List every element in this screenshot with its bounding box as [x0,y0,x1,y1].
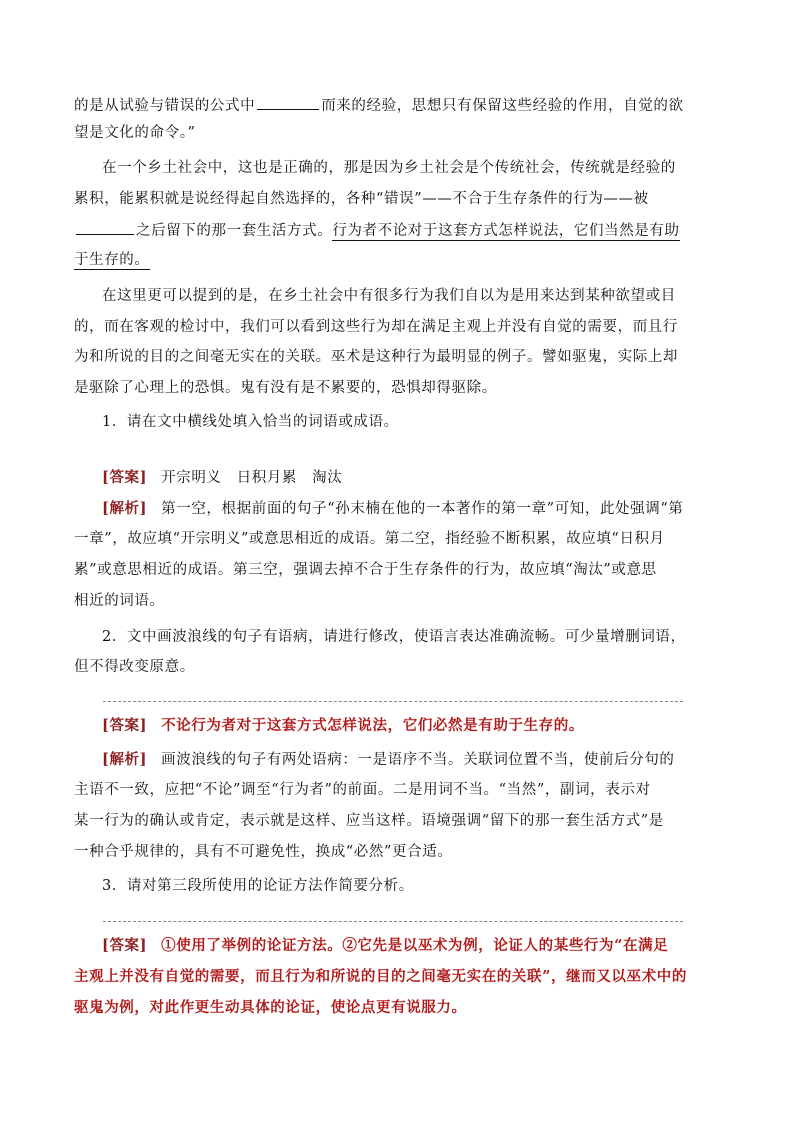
wavy-underlined-sentence-end: 于生存的。 [74,252,150,268]
passage-text: 的是从试验与错误的公式中 [74,98,256,114]
passage-p2-line1: 在一个乡土社会中，这也是正确的，那是因为乡土社会是个传统社会，传统就是经验的 [102,160,676,176]
fill-blank-3 [76,220,134,235]
q3-answer-line1 [102,936,668,956]
question-3: 3．请对第三段所使用的论证方法作简要分析。 [102,878,414,894]
q1-analysis-text: 第一空，根据前面的句子“孙末楠在他的一本著作的第一章”可知，此处强调“第 [161,501,684,517]
passage-p1-line1 [74,95,684,116]
passage-p3-line4: 是驱除了心理上的恐惧。鬼有没有是不累要的，恐惧却得驱除。 [74,380,497,396]
q1-answer: 开宗明义 日积月累 淘汰 [161,470,343,486]
q2-analysis-line3: 某一行为的确认或肯定，表示就是这样、应当这样。语境强调“留下的那一套生活方式”是 [74,813,664,829]
q1-analysis-line2: 一章”，故应填“开宗明义”或意思相近的成语。第二空，指经验不断积累，故应填“日积月 [74,531,665,547]
passage-p2-line2: 累积，能累积就是说经得起自然选择的，各种“错误”——不合于生存条件的行为——被 [74,191,649,207]
question-2-line1: 2．文中画波浪线的句子有语病，请进行修改，使语言表达准确流畅。可少量增删词语， [102,629,686,645]
answer-separator-2 [103,921,683,922]
passage-p2-line3 [74,220,680,241]
passage-p1-line2: 望是文化的命令。” [74,125,196,141]
fill-blank-1 [257,95,319,110]
q1-analysis-line1 [102,499,683,519]
q2-answer: 不论行为者对于这套方式怎样说法，它们必然是有助于生存的。 [161,717,584,734]
analysis-tag: [解析] [102,751,148,768]
q1-analysis-line3: 累”或意思相近的成语。第三空，强调去掉不合于生存条件的行为，故应填“淘汰”或意思 [74,562,657,578]
q1-analysis-line4: 相近的词语。 [74,593,165,609]
q2-analysis-text: 画波浪线的句子有两处语病：一是语序不当。关联词位置不当，使前后分句的 [161,752,675,768]
question-1: 1．请在文中横线处填入恰当的词语或成语。 [102,414,399,430]
answer-separator-1 [103,701,683,702]
q1-answer-line [102,468,342,488]
passage-p3-line3: 为和所说的目的之间毫无实在的关联。巫术是这种行为最明显的例子。譬如驱鬼，实际上却 [74,349,678,365]
answer-tag: [答案] [102,717,148,734]
passage-p3-line1: 在这里更可以提到的是，在乡土社会中有很多行为我们自以为是用来达到某种欲望或目 [102,288,676,304]
q3-answer-text: ①使用了举例的论证方法。②它先是以巫术为例，论证人的某些行为“在满足 [161,937,669,954]
q2-analysis-line2: 主语不一致，应把“不论”调至“行为者”的前面。二是用词不当。“当然”，副词，表示对 [74,782,651,798]
passage-p3-line2: 的，而在客观的检讨中，我们可以看到这些行为却在满足主观上并没有自觉的需要，而且行 [74,319,678,335]
q2-answer-line [102,716,584,736]
answer-tag: [答案] [102,469,148,486]
q3-answer-line3: 驱鬼为例，对此作更生动具体的论证，使论点更有说服力。 [74,999,467,1016]
passage-text: 而来的经验，思想只有保留这些经验的作用，自觉的欲 [321,98,684,114]
q3-answer-line2: 主观上并没有自觉的需要，而且行为和所说的目的之间毫无实在的关联”，继而又以巫术中的 [74,968,687,985]
q2-analysis-line1 [102,750,675,770]
wavy-underlined-sentence: 行为者不论对于这套方式怎样说法，它们当然是有助 [332,223,680,239]
q2-analysis-line4: 一种合乎规律的，具有不可避免性，换成“必然”更合适。 [74,844,453,860]
answer-tag: [答案] [102,937,148,954]
analysis-tag: [解析] [102,500,148,517]
passage-text: 之后留下的那一套生活方式。 [136,223,333,239]
question-2-line2: 但不得改变原意。 [74,659,195,675]
passage-p2-line4 [74,250,150,270]
